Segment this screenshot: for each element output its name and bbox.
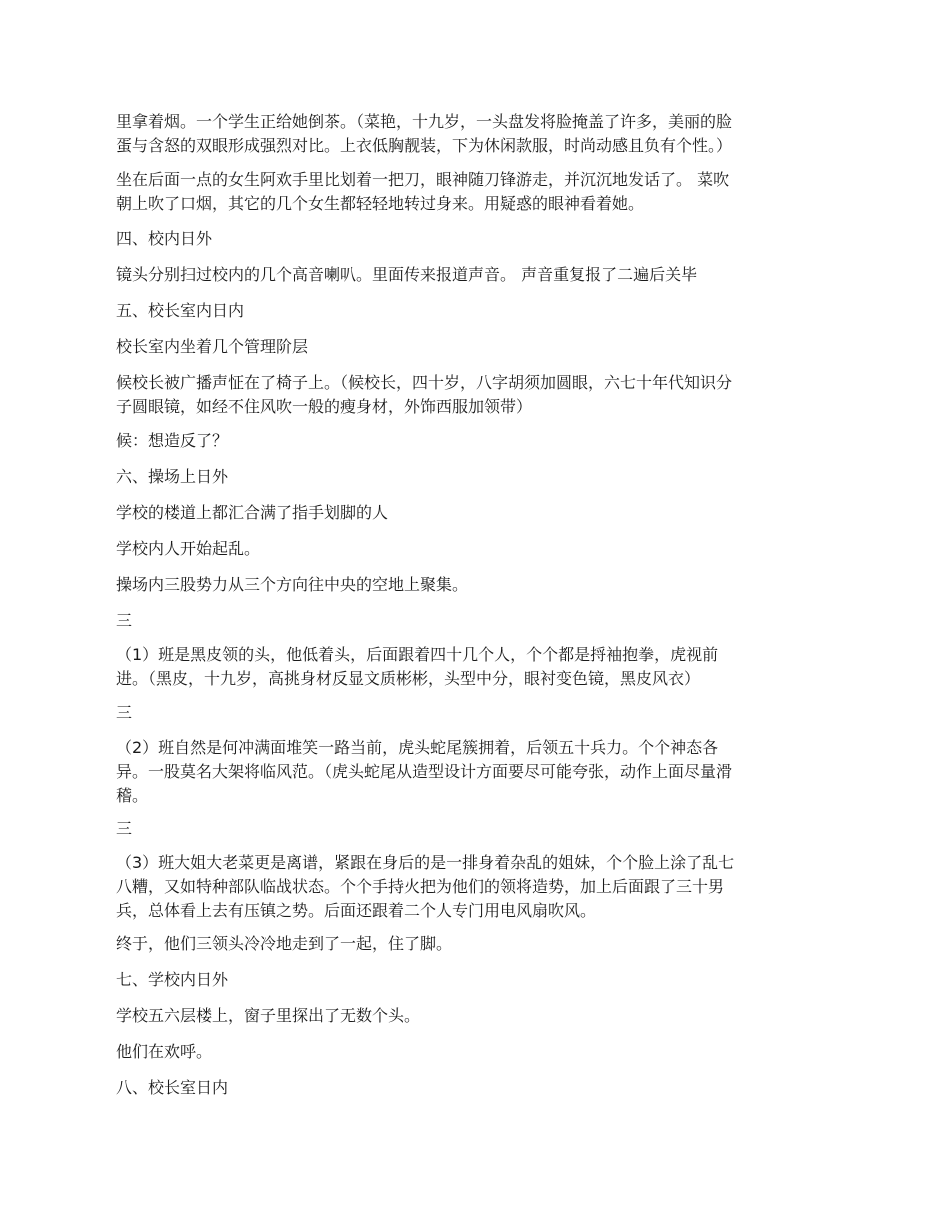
paragraph	[116, 429, 846, 453]
text-line: 校长室内坐着几个管理阶层	[116, 337, 309, 356]
section-heading	[116, 299, 846, 323]
text-line: 子圆眼镜，如经不住风吹一般的瘦身材，外饰西服加领带）	[116, 397, 533, 416]
paragraph	[116, 110, 846, 158]
paragraph	[116, 736, 846, 808]
section-heading	[116, 227, 846, 251]
text-line: 七、学校内日外	[116, 970, 229, 989]
text-line: 终于，他们三领头冷冷地走到了一起，住了脚。	[116, 934, 453, 953]
text-line: 候：想造反了？	[116, 431, 229, 450]
text-line: 稽。	[116, 786, 149, 805]
paragraph	[116, 573, 846, 597]
paragraph	[116, 263, 846, 287]
text-line: 镜头分别扫过校内的几个高音喇叭。里面传来报道声音。 声音重复报了二遍后关毕	[116, 265, 698, 284]
paragraph	[116, 609, 846, 633]
paragraph	[116, 817, 846, 841]
section-heading	[116, 1076, 846, 1100]
text-line: 三	[116, 819, 133, 838]
paragraph	[116, 335, 846, 359]
paragraph	[116, 501, 846, 525]
text-line: 学校五六层楼上，窗子里探出了无数个头。	[116, 1006, 421, 1025]
text-line: 学校内人开始起乱。	[116, 539, 261, 558]
text-line: 候校长被广播声怔在了椅子上。（候校长，四十岁，八字胡须加圆眼，六七十年代知识分	[116, 373, 733, 392]
paragraph	[116, 1004, 846, 1028]
text-line: 操场内三股势力从三个方向往中央的空地上聚集。	[116, 575, 469, 594]
text-line: 三	[116, 703, 133, 722]
paragraph	[116, 643, 846, 691]
text-line: 异。一股莫名大架将临风范。（虎头蛇尾从造型设计方面要尽可能夸张，动作上面尽量滑	[116, 762, 733, 781]
section-heading	[116, 968, 846, 992]
text-line: 三	[116, 611, 133, 630]
text-line: 进。（黑皮，十九岁，高挑身材反显文质彬彬，头型中分，眼衬变色镜，黑皮风衣）	[116, 669, 701, 688]
text-line: 坐在后面一点的女生阿欢手里比划着一把刀，眼神随刀锋游走，并沉沉地发话了。 菜吹	[116, 170, 730, 189]
text-line: 兵，总体看上去有压镇之势。后面还跟着二个人专门用电风扇吹风。	[116, 901, 597, 920]
text-line: 蛋与含怒的双眼形成强烈对比。上衣低胸靓装，下为休闲款服，时尚动感且负有个性。）	[116, 136, 733, 155]
text-line: 里拿着烟。一个学生正给她倒茶。（菜艳，十九岁，一头盘发将脸掩盖了许多，美丽的脸	[116, 112, 733, 131]
paragraph	[116, 1040, 846, 1064]
text-line: 八糟，又如特种部队临战状态。个个手持火把为他们的领将造势，加上后面跟了三十男	[116, 877, 725, 896]
text-line: 五、校长室内日内	[116, 301, 245, 320]
section-heading	[116, 465, 846, 489]
text-line: 六、操场上日外	[116, 467, 229, 486]
text-line: 学校的楼道上都汇合满了指手划脚的人	[116, 503, 389, 522]
text-line: 八、校长室日内	[116, 1078, 229, 1097]
text-line: （2）班自然是何冲满面堆笑一路当前，虎头蛇尾簇拥着，后领五十兵力。个个神态各	[116, 738, 719, 757]
paragraph	[116, 168, 846, 216]
paragraph	[116, 371, 846, 419]
text-line: 他们在欢呼。	[116, 1042, 213, 1061]
paragraph	[116, 701, 846, 725]
text-line: （3）班大姐大老菜更是离谱，紧跟在身后的是一排身着杂乱的姐妹，个个脸上涂了乱七	[116, 853, 735, 872]
paragraph	[116, 537, 846, 561]
text-line: （1）班是黑皮领的头，他低着头，后面跟着四十几个人，个个都是捋袖抱拳，虎视前	[116, 645, 719, 664]
text-line: 四、校内日外	[116, 229, 213, 248]
paragraph	[116, 851, 846, 923]
text-line: 朝上吹了口烟，其它的几个女生都轻轻地转过身来。用疑惑的眼神看着她。	[116, 194, 645, 213]
paragraph	[116, 932, 846, 956]
